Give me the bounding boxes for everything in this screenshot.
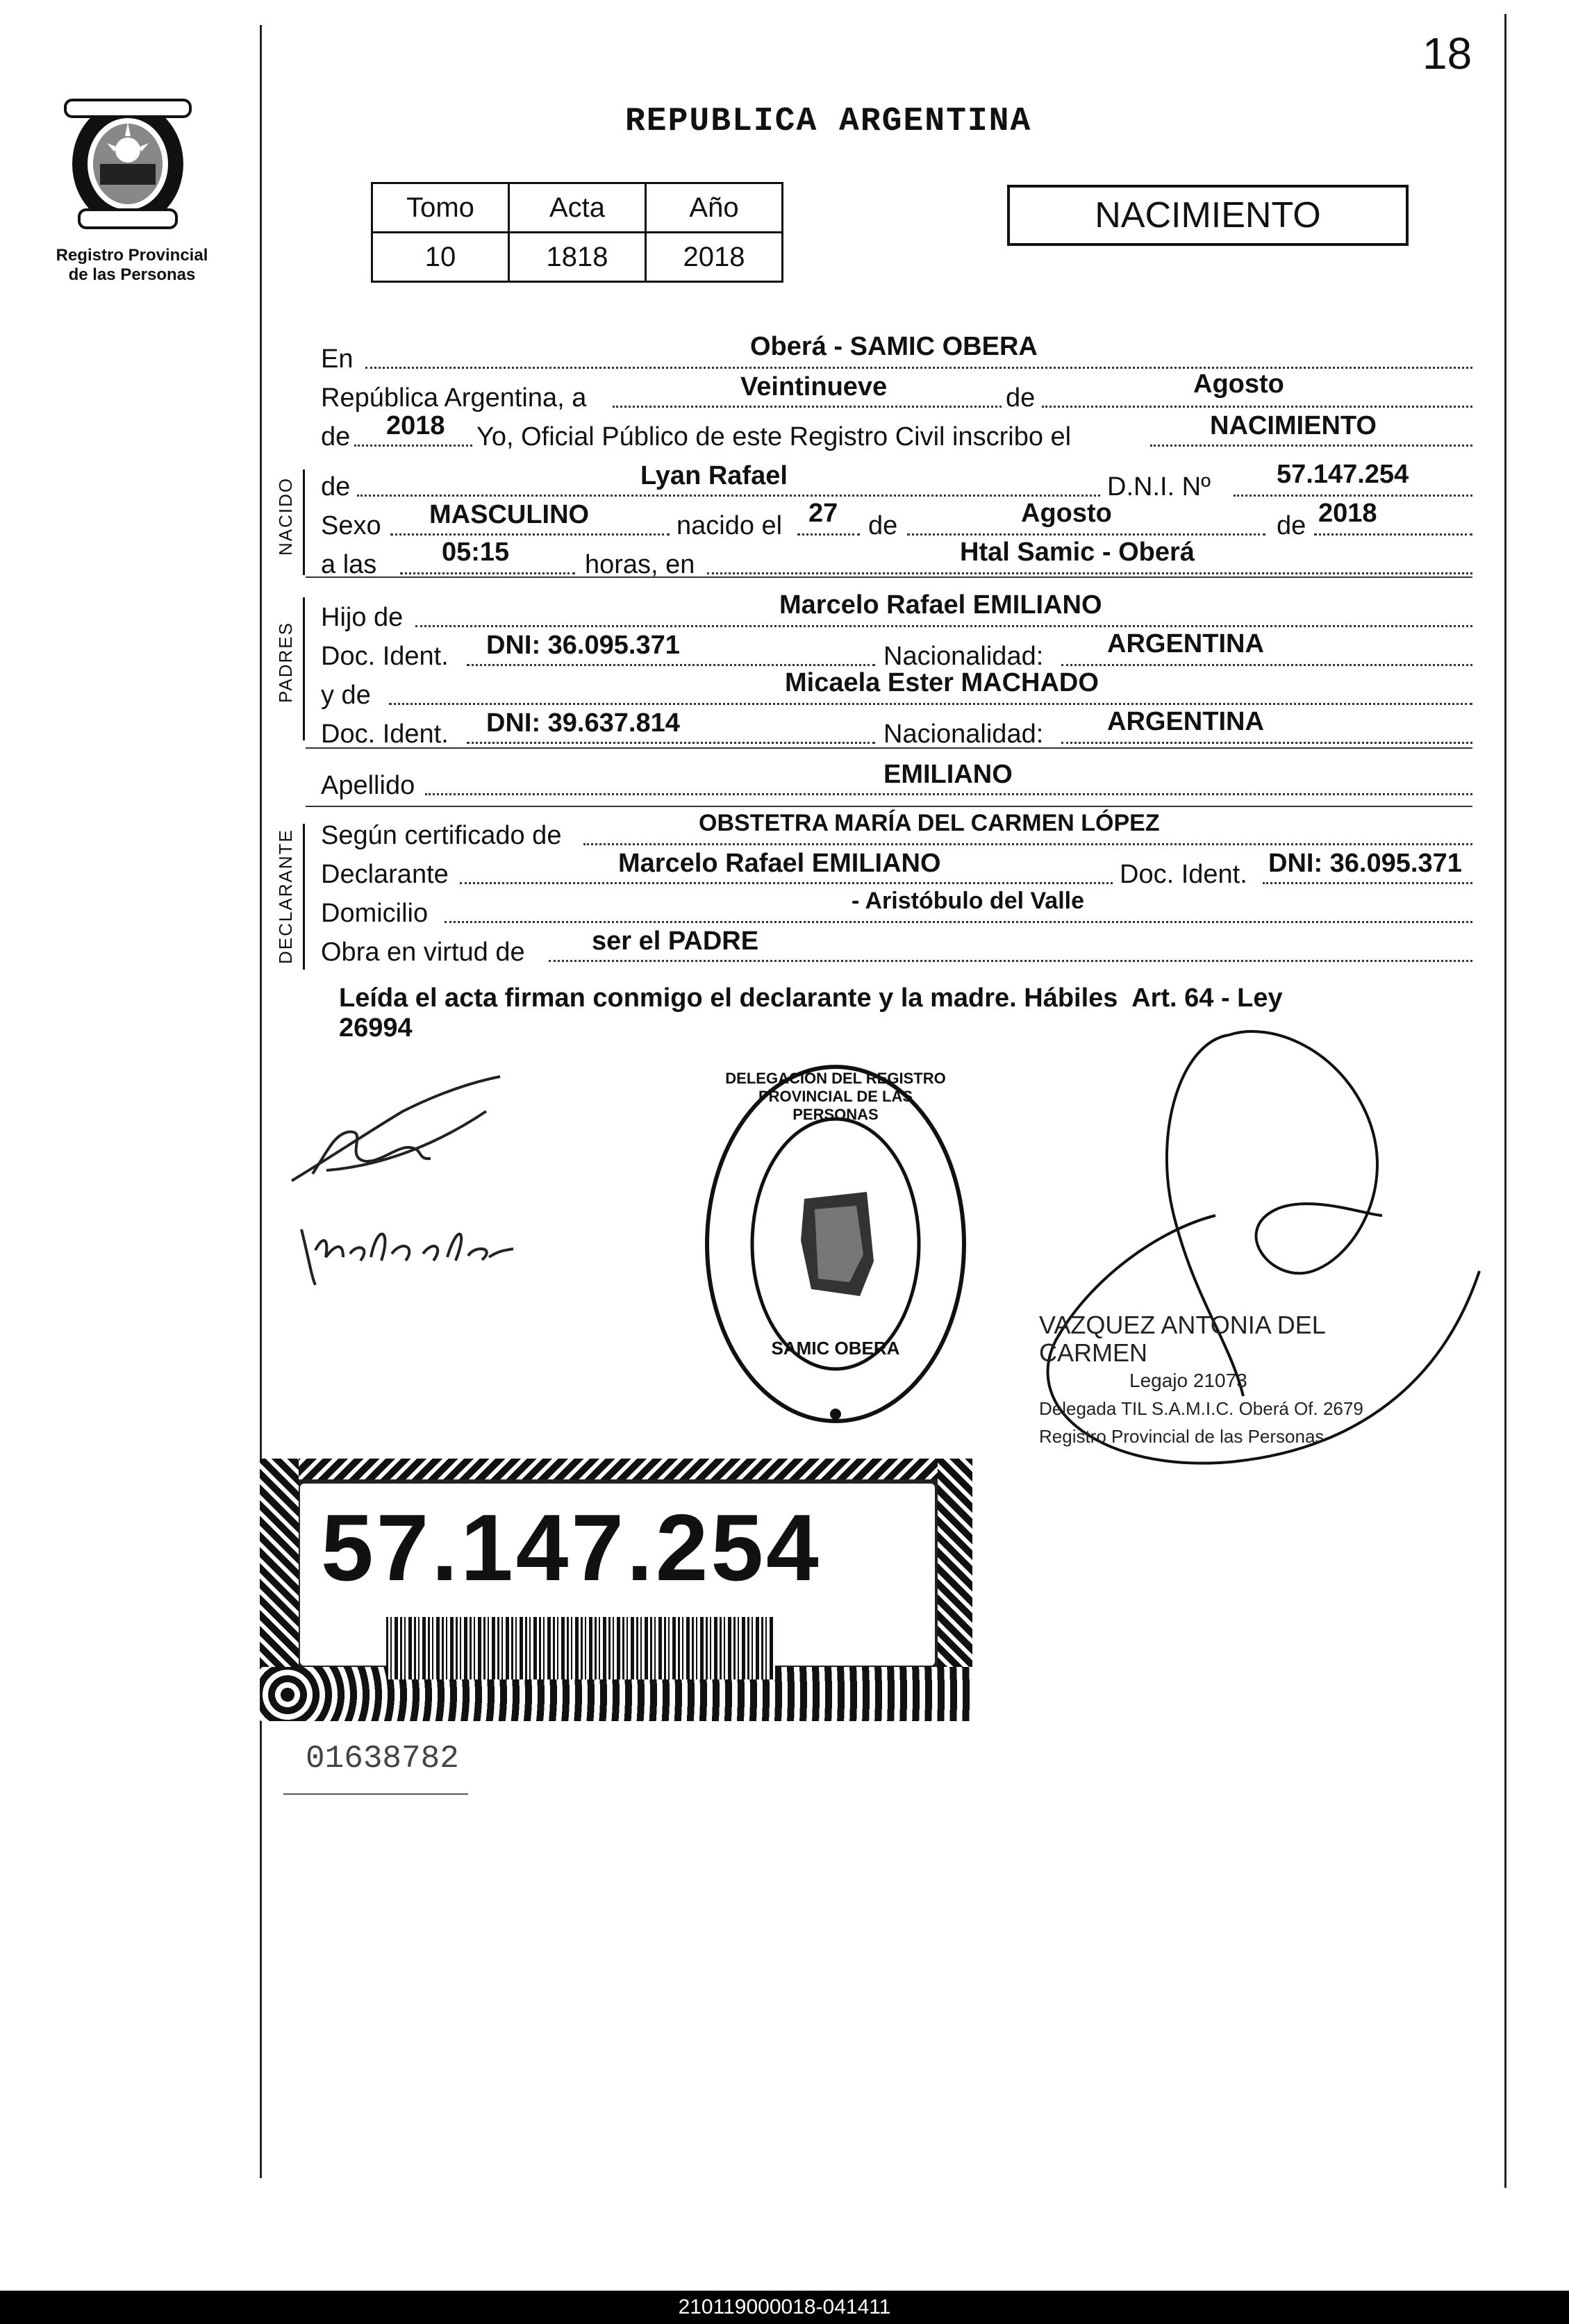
year-value: 2018 (386, 411, 445, 440)
declarante-bracket (303, 824, 305, 970)
padres-label: PADRES (275, 622, 296, 703)
mother-nationality: ARGENTINA (1107, 707, 1264, 736)
officer-stamp (1039, 1311, 1428, 1450)
birth-time: 05:15 (442, 538, 510, 567)
province-shield-icon (58, 88, 197, 233)
nacionalidad-label: Nacionalidad: (883, 642, 1044, 671)
event-line (1150, 445, 1472, 447)
table-cell: 10 (372, 233, 509, 282)
mother-line (389, 703, 1472, 705)
segun-certificado-label: Según certificado de (321, 821, 562, 850)
child-dni: 57.147.254 (1277, 460, 1409, 489)
padres-bracket (303, 597, 305, 740)
de-label: de (1006, 383, 1036, 413)
place-line (365, 367, 1472, 369)
declarante-doc: DNI: 36.095.371 (1268, 849, 1462, 878)
name-line (357, 495, 1100, 497)
child-name: Lyan Rafael (640, 461, 788, 490)
month-line (1042, 406, 1472, 408)
declarante-name: Marcelo Rafael EMILIANO (618, 849, 941, 878)
domicilio-label: Domicilio (321, 899, 429, 928)
act-type: NACIMIENTO (1095, 195, 1321, 235)
right-margin-line (1504, 14, 1506, 2188)
document-title: REPUBLICA ARGENTINA (625, 103, 1032, 140)
father-doc-line (467, 664, 875, 666)
sexo-line (390, 533, 670, 536)
barcode-sticker (260, 1459, 972, 1721)
barcode-number: 57.147.254 (321, 1495, 822, 1600)
province-logo (58, 88, 197, 233)
birthmonth-line (907, 533, 1265, 536)
apellido-line (425, 793, 1472, 795)
officer-office: Registro Provincial de las Personas (1039, 1426, 1325, 1447)
day-line (613, 406, 1002, 408)
father-name: Marcelo Rafael EMILIANO (779, 590, 1102, 620)
closing-statement: Leída el acta firman conmigo el declarante y la madre. Hábiles Art. 64 - Ley 26994 (339, 983, 1283, 1043)
inscribo-label: Yo, Oficial Público de este Registro Civil inscribo el (476, 422, 1072, 451)
cert-line (583, 843, 1472, 845)
day-words: Veintinueve (740, 372, 888, 401)
declarante-line (460, 882, 1113, 884)
mother-nat-line (1061, 742, 1472, 744)
a-las-label: a las (321, 550, 377, 579)
table-header: Año (646, 183, 783, 233)
logo-caption: Registro Provincial de las Personas (56, 246, 208, 284)
hijo-de-label: Hijo de (321, 603, 404, 632)
nacido-el-label: nacido el (676, 511, 783, 540)
y-de-label: y de (321, 681, 371, 710)
mother-doc-line (467, 742, 875, 744)
act-type-box (1007, 185, 1409, 246)
father-doc: DNI: 36.095.371 (486, 631, 680, 660)
footer-id: 210119000018-041411 (0, 2291, 1569, 2324)
serial-underline (283, 1793, 468, 1795)
year-line (354, 445, 472, 447)
officer-role: Delegada TIL S.A.M.I.C. Oberá Of. 2679 (1039, 1398, 1363, 1419)
sexo-label: Sexo (321, 511, 381, 540)
obra-label: Obra en virtud de (321, 938, 525, 967)
nacido-underline (306, 576, 1472, 578)
de-label: de (321, 422, 351, 451)
event-value: NACIMIENTO (1210, 411, 1377, 440)
republica-label: República Argentina, a (321, 383, 587, 413)
obra-line (549, 960, 1472, 962)
nacionalidad-label: Nacionalidad: (883, 720, 1044, 749)
en-label: En (321, 345, 354, 374)
decl-doc-line (1263, 882, 1472, 884)
declarante-label: DECLARANTE (275, 829, 296, 964)
nacido-bracket (303, 470, 305, 575)
serial-number: 01638782 (306, 1741, 459, 1777)
sticker-white-panel (300, 1484, 935, 1666)
officer-name: VAZQUEZ ANTONIA DEL CARMEN (1039, 1311, 1325, 1367)
de-label: de (321, 472, 351, 501)
birthyear-line (1314, 533, 1472, 536)
birth-day: 27 (808, 499, 838, 528)
doc-ident-label: Doc. Ident. (321, 642, 449, 671)
declarant-signature (285, 1070, 514, 1195)
doc-ident-label: Doc. Ident. (1120, 860, 1247, 889)
registry-seal (700, 1060, 971, 1428)
table-cell: 2018 (646, 233, 783, 282)
birthplace-line (707, 572, 1472, 574)
birth-month: Agosto (1021, 499, 1112, 528)
apellido-label: Apellido (321, 771, 415, 800)
mother-doc: DNI: 39.637.814 (486, 708, 680, 738)
apellido-underline (306, 806, 1472, 807)
mother-signature (294, 1209, 517, 1292)
seal-inner-text: SAMIC OBERA (771, 1338, 900, 1359)
horas-label: horas, en (585, 550, 695, 579)
time-line (400, 572, 575, 574)
sticker-pattern-left (260, 1459, 299, 1667)
sexo-value: MASCULINO (429, 500, 590, 529)
father-nat-line (1061, 664, 1472, 666)
mother-name: Micaela Ester MACHADO (785, 668, 1099, 697)
month-value: Agosto (1193, 370, 1284, 399)
domicilio-value: - Aristóbulo del Valle (852, 888, 1085, 914)
page-number: 18 (1422, 28, 1472, 78)
tomo-acta-ano-table (371, 182, 783, 283)
dni-label: D.N.I. Nº (1107, 472, 1211, 501)
declarante-field-label: Declarante (321, 860, 449, 889)
cert-value: OBSTETRA MARÍA DEL CARMEN LÓPEZ (699, 810, 1160, 836)
birthday-line (797, 533, 860, 536)
left-margin-line (260, 25, 262, 2178)
birth-year: 2018 (1318, 499, 1377, 528)
officer-legajo: Legajo 21073 (1129, 1370, 1247, 1391)
table-cell: 1818 (509, 233, 646, 282)
table-header: Tomo (372, 183, 509, 233)
barcode-bars (386, 1617, 775, 1679)
sticker-pattern-top (260, 1459, 972, 1479)
place-value: Oberá - SAMIC OBERA (750, 332, 1038, 361)
padres-underline (306, 747, 1472, 749)
birth-place: Htal Samic - Oberá (960, 538, 1195, 567)
dni-line (1234, 495, 1472, 497)
seal-ring-text: DELEGACIÓN DEL REGISTRO PROVINCIAL DE LAS PERSONAS (725, 1070, 946, 1123)
father-line (415, 625, 1472, 627)
father-nationality: ARGENTINA (1107, 629, 1264, 658)
sticker-pattern-right (938, 1459, 972, 1667)
de-label: de (1277, 511, 1306, 540)
obra-value: ser el PADRE (592, 927, 759, 956)
table-header: Acta (509, 183, 646, 233)
de-label: de (868, 511, 898, 540)
nacido-label: NACIDO (275, 476, 296, 556)
domicilio-line (445, 921, 1472, 923)
doc-ident-label: Doc. Ident. (321, 720, 449, 749)
apellido-value: EMILIANO (883, 760, 1013, 789)
